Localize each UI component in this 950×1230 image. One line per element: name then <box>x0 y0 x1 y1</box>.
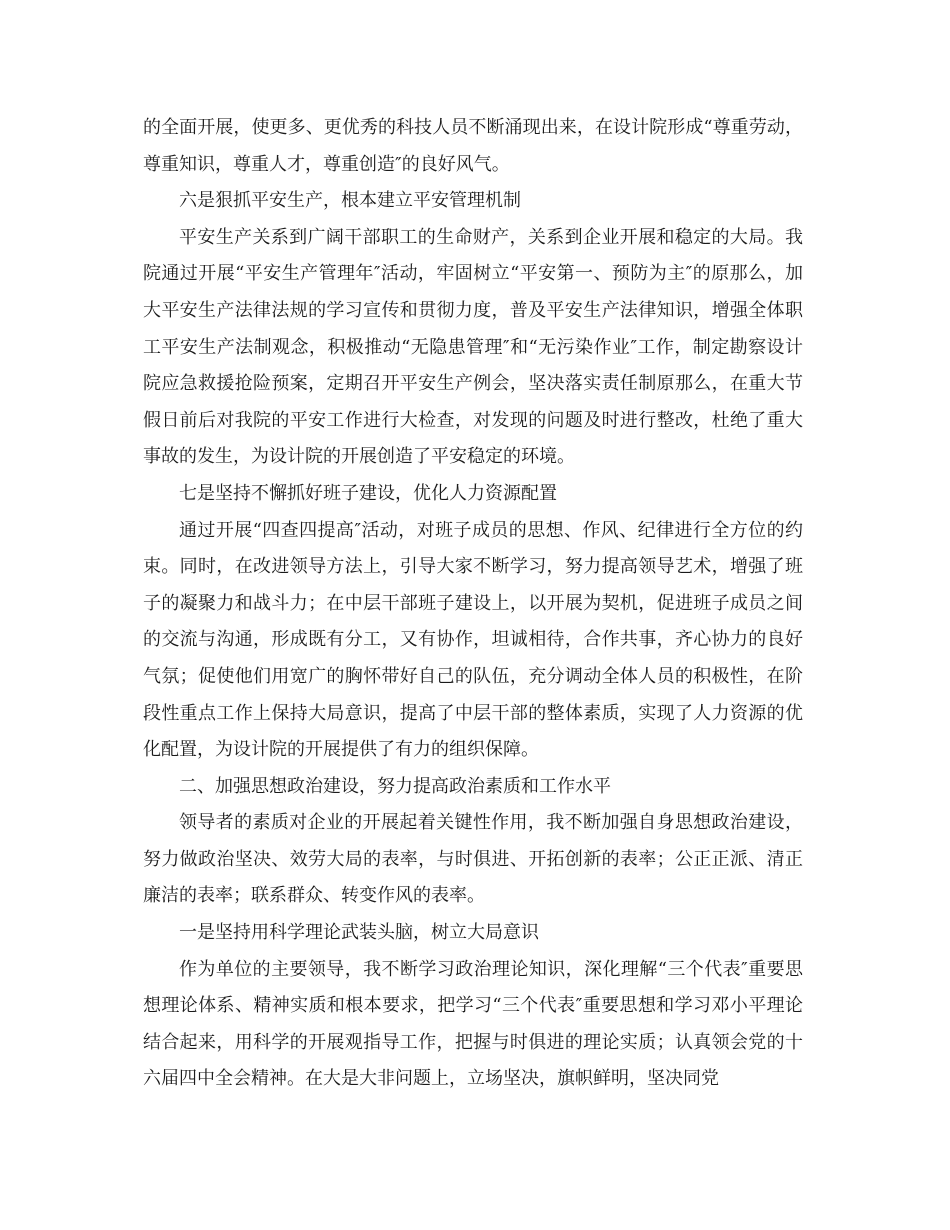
section-heading: 一是坚持用科学理论武装头脑，树立大局意识 <box>179 922 539 944</box>
paragraph: 平安生产关系到广阔干部职工的生命财产，关系到企业开展和稳定的大局。我院通过开展“平安生产管理年″活动，牢固树立“平安第一、预防为主″的原那么，加大平安生产法律法规的学习宣传和贯彻力度，普及平安生产法律知识，增强全体职工平安生产法制观念，积极推动“无隐患管理″和“无污染作业″工作，制定勘察设计院应急救援抢险预案，定期召开平安生产例会，坚决落实责任制原那么，在重大节假日前后对我院的平安工作进行大检查，对发现的问题及时进行整改，杜绝了重大事故的发生，为设计院的开展创造了平安稳定的环境。 <box>143 226 803 468</box>
section-heading: 七是坚持不懈抓好班子建设，优化人力资源配置 <box>179 482 557 504</box>
paragraph: 领导者的素质对企业的开展起着关键性作用，我不断加强自身思想政治建设，努力做政治坚决、效劳大局的表率，与时俱进、开拓创新的表率；公正正派、清正廉洁的表率；联系群众、转变作风的表率。 <box>143 812 803 907</box>
paragraph: 作为单位的主要领导，我不断学习政治理论知识，深化理解“三个代表″重要思想理论体系、精神实质和根本要求，把学习“三个代表″重要思想和学习邓小平理论结合起来，用科学的开展观指导工作，把握与时俱进的理论实质；认真领会党的十六届四中全会精神。在大是大非问题上，立场坚决，旗帜鲜明，坚决同党 <box>143 958 803 1090</box>
document-body <box>143 110 803 1098</box>
section-heading: 二、加强思想政治建设，努力提高政治素质和工作水平 <box>179 775 611 797</box>
paragraph: 通过开展“四查四提高″活动，对班子成员的思想、作风、纪律进行全方位的约束。同时，在改进领导方法上，引导大家不断学习，努力提高领导艺术，增强了班子的凝聚力和战斗力；在中层干部班子建设上，以开展为契机，促进班子成员之间的交流与沟通，形成既有分工，又有协作，坦诚相待，合作共事，齐心协力的良好气氛；促使他们用宽广的胸怀带好自己的队伍，充分调动全体人员的积极性，在阶段性重点工作上保持大局意识，提高了中层干部的整体素质，实现了人力资源的优化配置，为设计院的开展提供了有力的组织保障。 <box>143 519 803 761</box>
paragraph: 的全面开展，使更多、更优秀的科技人员不断涌现出来，在设计院形成“尊重劳动，尊重知识，尊重人才，尊重创造″的良好风气。 <box>143 117 803 175</box>
section-heading: 六是狠抓平安生产，根本建立平安管理机制 <box>179 190 521 212</box>
